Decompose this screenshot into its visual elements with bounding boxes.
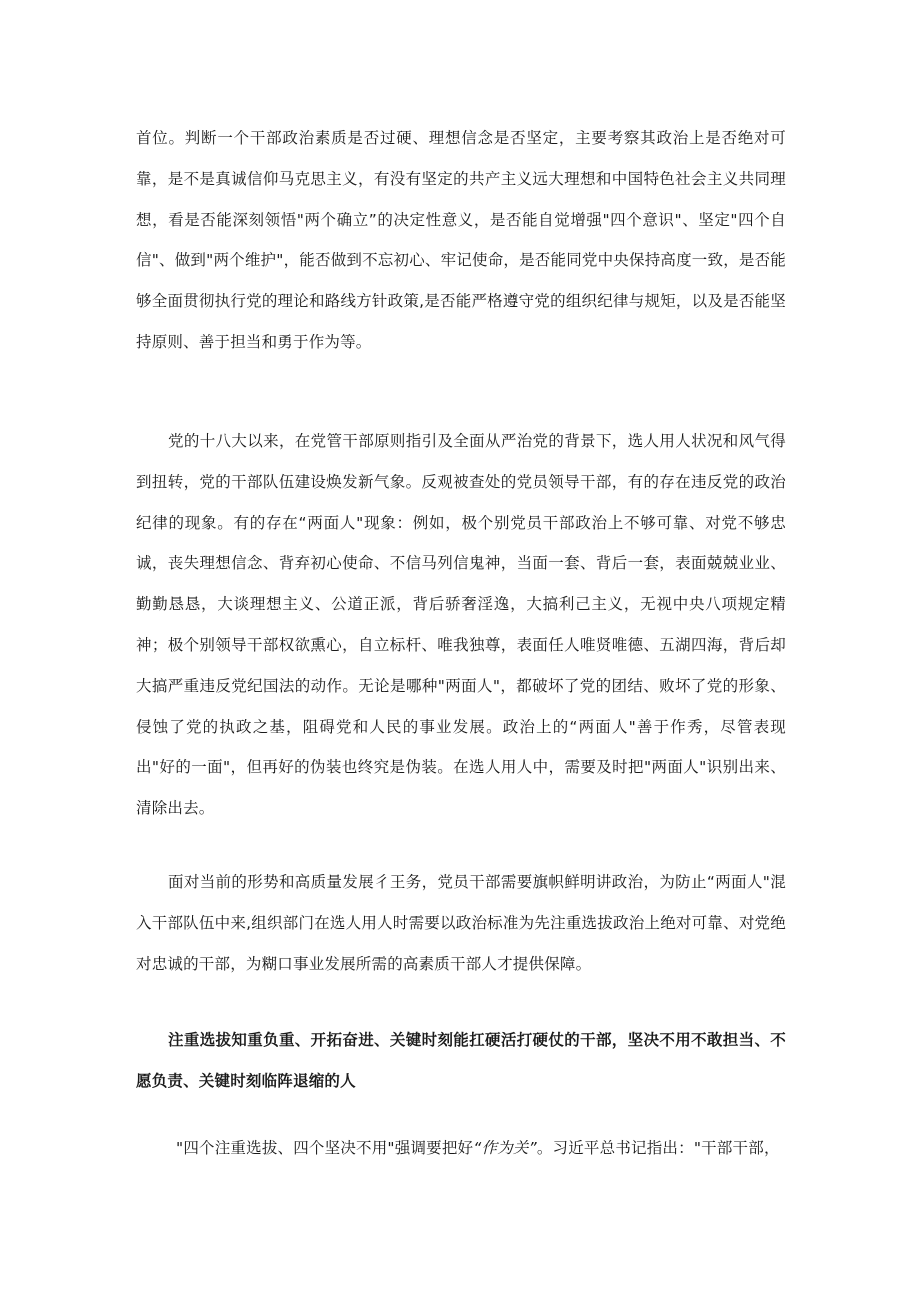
paragraph-1: 首位。判断一个干部政治素质是否过硬、理想信念是否坚定，主要考察其政治上是否绝对可靠，是不是真诚信仰马克思主义，有没有坚定的共产主义远大理想和中国特色社会主义共同理想，看是否能深刻领悟"两个确立”的决定性意义，是否能自觉增强"四个意识"、坚定"四个自信"、做到"两个维护"，能否做到不忘初心、牢记使命，是否能同党中央保持高度一致，是否能够全面贯彻执行党的理论和路线方针政策,是否能严格遵守党的组织纪律与规矩，以及是否能坚持原则、善于担当和勇于作为等。: [136, 129, 786, 351]
paragraph-4-text-b: 。习近平总书记指出："干部干部，: [536, 1139, 780, 1157]
paragraph-4-text-a: "四个注重选拔、四个坚决不用"强调要把好: [176, 1139, 474, 1157]
paragraph-4-italic-quote: “作为关”: [473, 1139, 537, 1157]
paragraph-4: [136, 1128, 786, 1169]
paragraph-2: 党的十八大以来，在党管干部原则指引及全面从严治党的背景下，选人用人状况和风气得到扭转，党的干部队伍建设焕发新气象。反观被查处的党员领导干部，有的存在违反党的政治纪律的现象。有的存在“两面人"现象：例如，极个别党员干部政治上不够可靠、对党不够忠诚，丧失理想信念、背弃初心使命、不信马列信鬼神，当面一套、背后一套，表面兢兢业业、勤勤恳恳，大谈理想主义、公道正派，背后骄奢淫逸，大搞利己主义，无视中央八项规定精神；极个别领导干部权欲熏心，自立标杆、唯我独尊，表面任人唯贤唯德、五湖四海，背后却大搞严重违反党纪国法的动作。无论是哪种"两面人"，都破坏了党的团结、败坏了党的形象、侵蚀了党的执政之基，阻碍党和人民的事业发展。政治上的“两面人"善于作秀，尽管表现出"好的一面"，但再好的伪装也终究是伪装。在选人用人中，需要及时把"两面人"识别出来、清除出去。: [136, 432, 786, 818]
section-heading: 注重选拔知重负重、开拓奋进、关键时刻能扛硬活打硬仗的干部，坚决不用不敢担当、不愿负责、关键时刻临阵退缩的人: [136, 1031, 786, 1090]
paragraph-3: 面对当前的形势和高质量发展彳王务，党员干部需要旗帜鲜明讲政治，为防止“两面人"混入干部队伍中来,组织部门在选人用人时需要以政治标准为先注重选拔政治上绝对可靠、对党绝对忠诚的干部，为糊口事业发展所需的高素质干部人才提供保障。: [136, 873, 786, 973]
